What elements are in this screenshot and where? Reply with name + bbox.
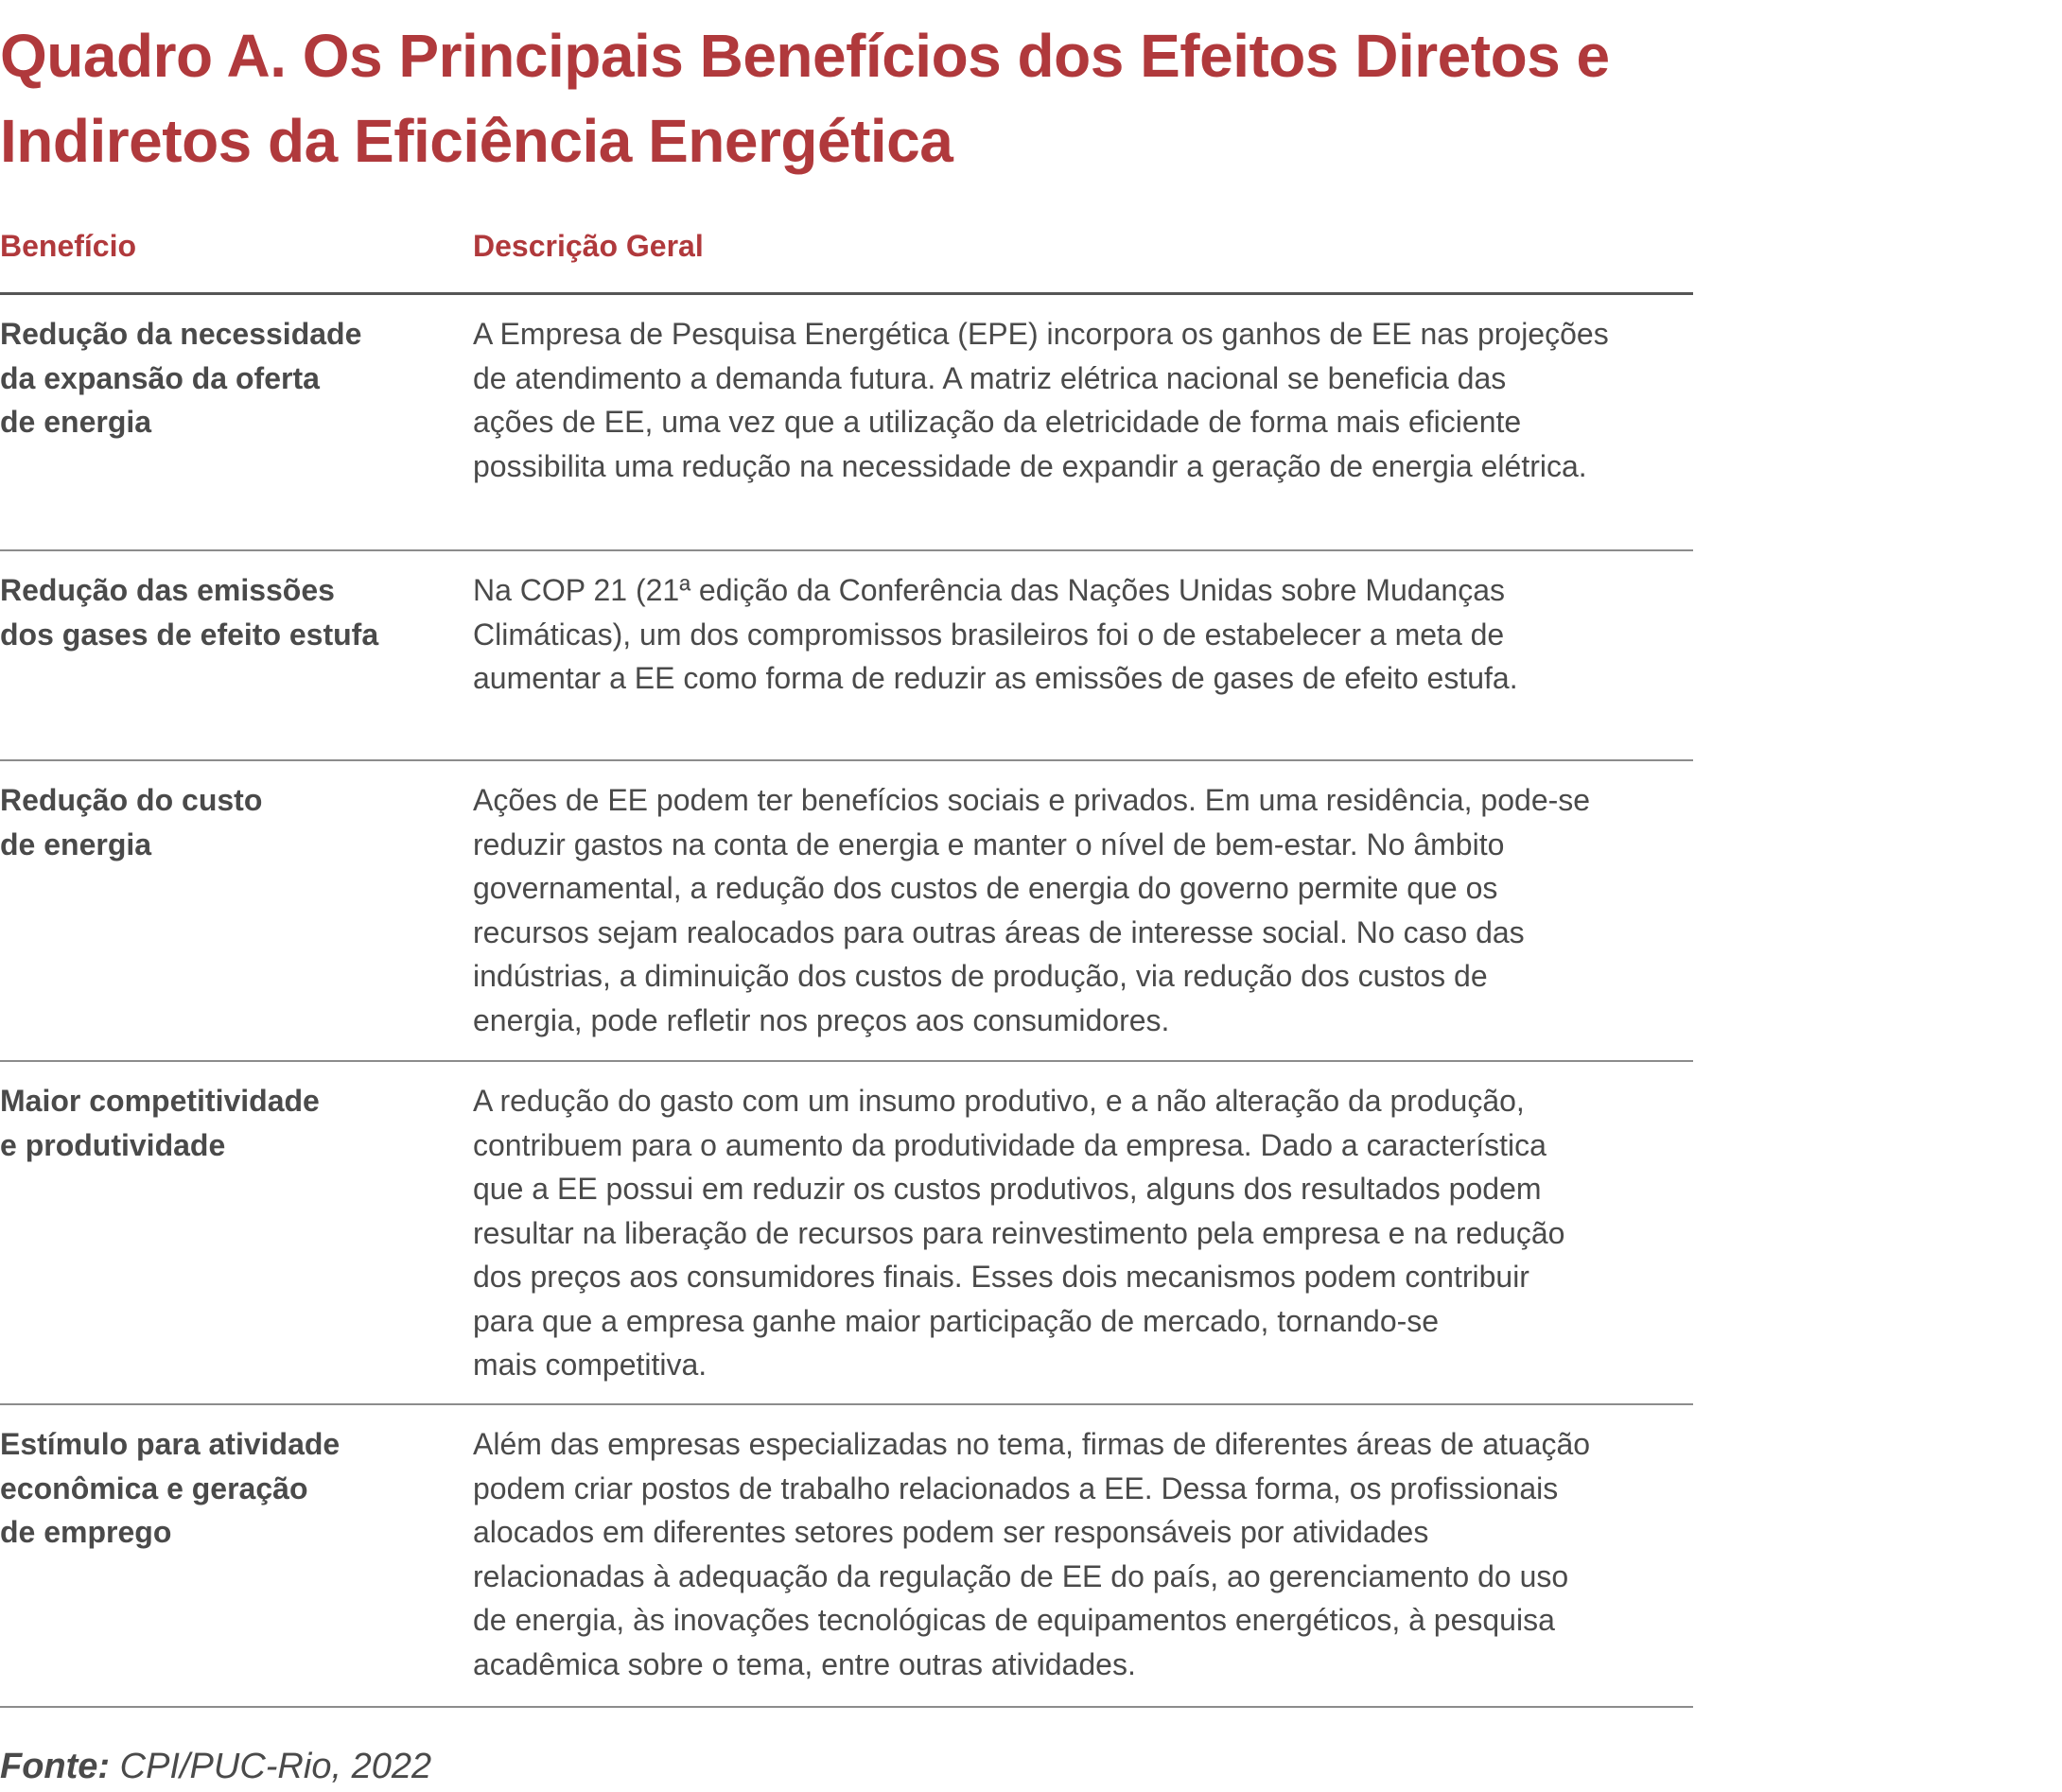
column-header-description: Descrição Geral [473,229,704,263]
benefits-table [0,222,1693,1708]
source-note [0,1745,431,1788]
description-cell: Na COP 21 (21ª edição da Conferência das Nações Unidas sobre Mudanças Climáticas), um dos compromissos brasileiros foi o de estabelecer a meta de aumentar a EE como forma de reduzir as emissões de gases de efeito estufa. [473,573,1518,695]
description-cell: A redução do gasto com um insumo produtivo, e a não alteração da produção, contribuem para o aumento da produtividade da empresa. Dado a característica que a EE possui em reduzir os custos produtivos, alguns dos resultados podem resultar na liberação de recursos para reinvestimento pela empresa e na redução dos preços aos consumidores finais. Esses dois mecanismos podem contribuir para que a empresa ganhe maior participação de mercado, tornando-se mais competitiva. [473,1084,1565,1382]
description-cell: Além das empresas especializadas no tema, firmas de diferentes áreas de atuação podem criar postos de trabalho relacionados a EE. Dessa forma, os profissionais alocados em diferentes setores podem ser responsáveis por atividades relacionadas à adequação da regulação de EE do país, ao gerenciamento do uso de energia, às inovações tecnológicas de equipamentos energéticos, à pesquisa acadêmica sobre o tema, entre outras atividades. [473,1427,1591,1681]
table-row [0,551,1693,761]
benefit-cell: Maior competitividade e produtividade [0,1084,320,1162]
table-header [0,222,1693,295]
benefit-cell: Estímulo para atividade econômica e geração de emprego [0,1427,341,1549]
benefit-cell: Redução das emissões dos gases de efeito estufa [0,573,379,652]
source-text: CPI/PUC-Rio, 2022 [119,1747,432,1786]
page-title: Quadro A. Os Principais Benefícios dos Efeitos Diretos e Indiretos da Eficiência Energética [0,22,1610,175]
source-label: Fonte: [0,1747,111,1786]
description-cell: Ações de EE podem ter benefícios sociais e privados. Em uma residência, pode-se reduzir gastos na conta de energia e manter o nível de bem-estar. No âmbito governamental, a redução dos custos de energia do governo permite que os recursos sejam realocados para outras áreas de interesse social. No caso das indústrias, a diminuição dos custos de produção, via redução dos custos de energia, pode refletir nos preços aos consumidores. [473,783,1591,1037]
benefit-cell: Redução da necessidade da expansão da oferta de energia [0,317,362,439]
table-row [0,761,1693,1062]
description-cell: A Empresa de Pesquisa Energética (EPE) incorpora os ganhos de EE nas projeções de atendimento a demanda futura. A matriz elétrica nacional se beneficia das ações de EE, uma vez que a utilização da eletricidade de forma mais eficiente possibilita uma redução na necessidade de expandir a geração de energia elétrica. [473,317,1609,483]
table-row [0,1405,1693,1708]
table-row [0,1062,1693,1405]
column-header-benefit: Benefício [0,229,137,263]
table-row [0,295,1693,551]
benefit-cell: Redução do custo de energia [0,783,263,861]
